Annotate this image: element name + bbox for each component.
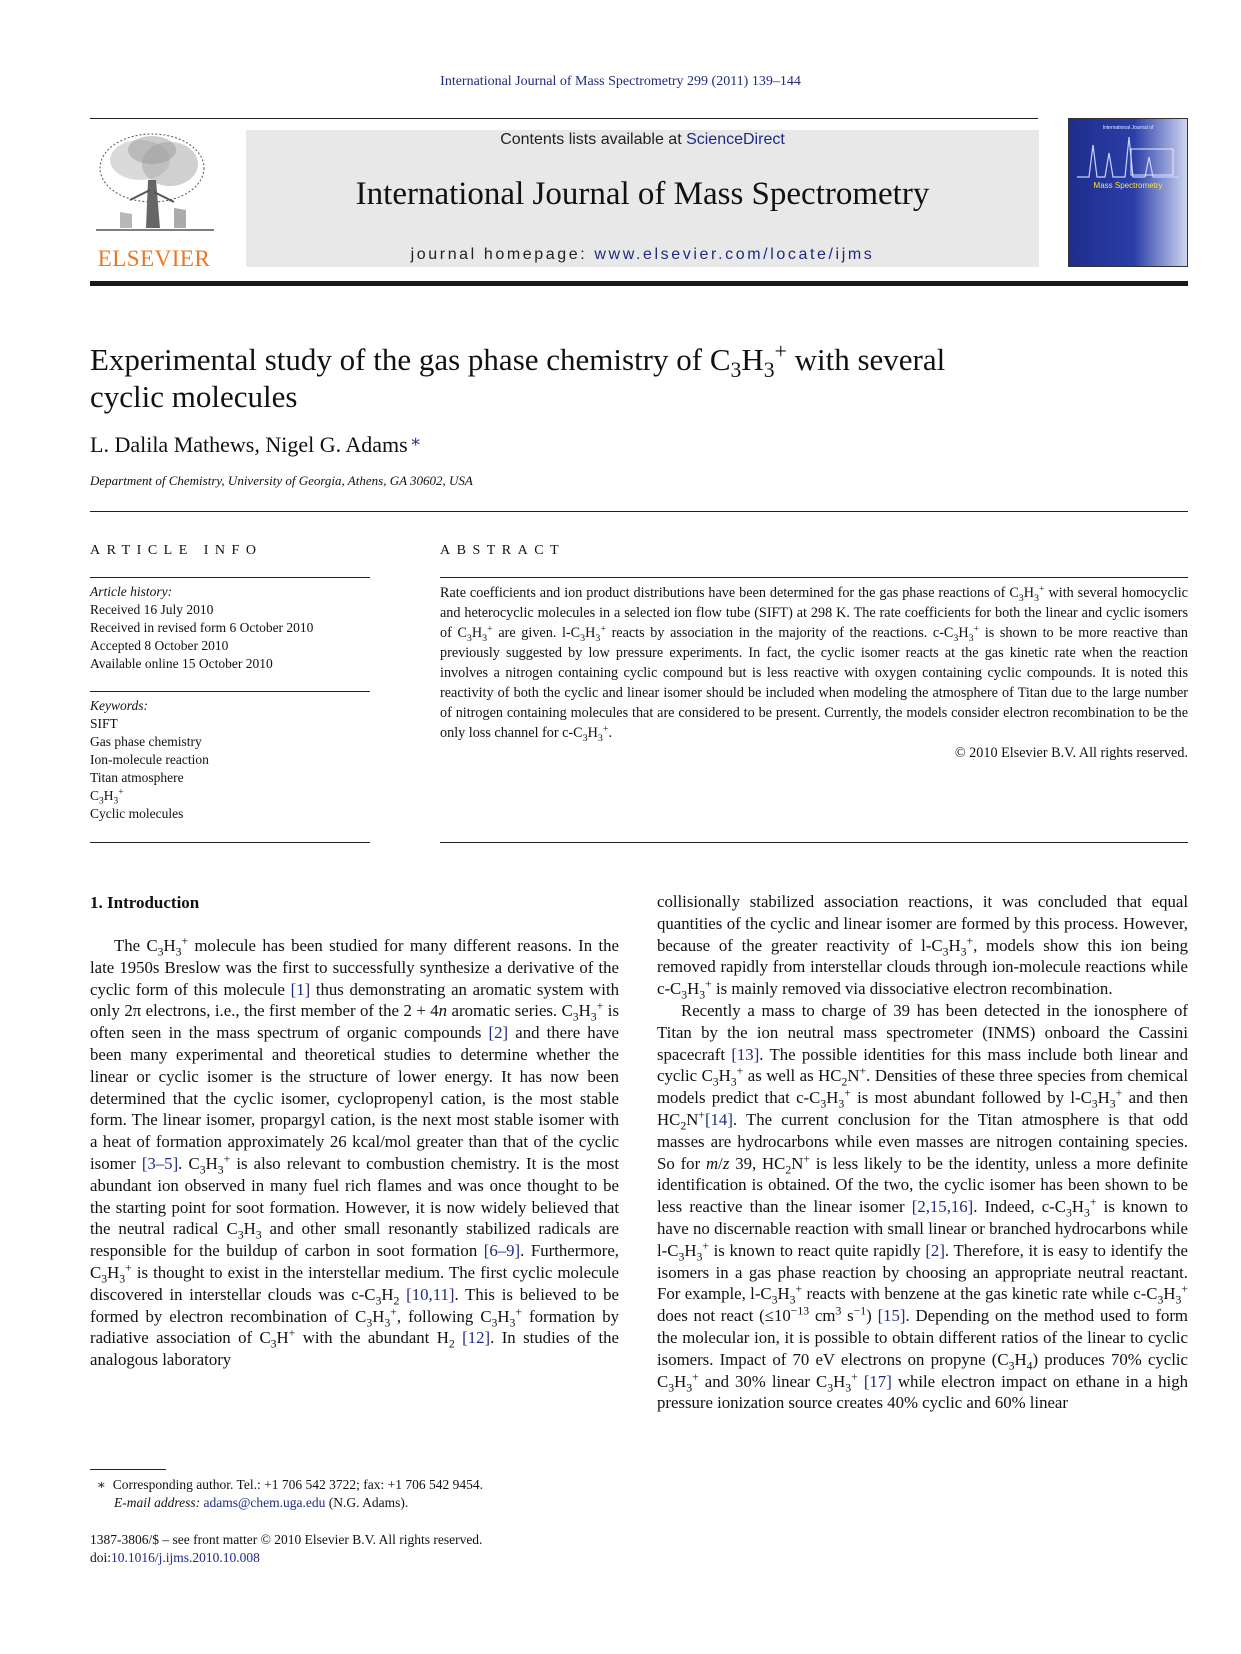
- keyword-item: $C_3H_3^+$: [90, 787, 124, 807]
- intro-paragraph: collisionally stabilized association reactions, it was concluded that equal quantities of the cyclic and linear isomer are formed by this process. However, because of the greater reactivity of $l-C_3H_3^+$, models show this ion being removed rapidly from interstellar clouds through ion-molecule reactions while $c-C_3H_3^+$ is mainly removed via dissociative electron recombination.: [657, 892, 1188, 1002]
- citation-link[interactable]: [2]: [488, 1023, 509, 1043]
- cover-small-text: International Journal of: [1102, 125, 1154, 131]
- history-item: Accepted 8 October 2010: [90, 638, 229, 653]
- citation-link[interactable]: [15]: [877, 1306, 906, 1326]
- keywords-label: Keywords:: [90, 698, 148, 713]
- abstract-bottom-rule: [440, 842, 1188, 843]
- footnote-mark: ∗: [96, 1477, 106, 1492]
- article-history: [90, 583, 370, 673]
- keywords-rule: [90, 691, 370, 692]
- citation-link[interactable]: [10,11]: [406, 1284, 455, 1304]
- history-label: Article history:: [90, 584, 173, 599]
- keyword-item: Titan atmosphere: [90, 770, 184, 785]
- citation-link[interactable]: [2,15,16]: [911, 1197, 974, 1217]
- article-info-heading: ARTICLE INFO: [90, 543, 263, 558]
- citation-link[interactable]: [13]: [731, 1044, 760, 1064]
- issn-line: 1387-3806/$ – see front matter © 2010 Elsevier B.V. All rights reserved.: [90, 1532, 483, 1547]
- keyword-item: SIFT: [90, 716, 118, 731]
- history-item: Received 16 July 2010: [90, 602, 214, 617]
- journal-title: International Journal of Mass Spectrometry: [355, 176, 930, 212]
- intro-left-column: [90, 935, 619, 1371]
- elsevier-wordmark: ELSEVIER: [97, 246, 211, 271]
- citation-link[interactable]: [17]: [863, 1371, 892, 1391]
- citation-link[interactable]: [3–5]: [141, 1153, 179, 1173]
- citation-link[interactable]: [1]: [290, 979, 311, 999]
- footnote-text: Corresponding author. Tel.: +1 706 542 3722; fax: +1 706 542 9454.: [112, 1477, 483, 1492]
- author-names: L. Dalila Mathews, Nigel G. Adams: [90, 432, 408, 457]
- cover-graphic-icon: [1069, 127, 1187, 187]
- history-item: Received in revised form 6 October 2010: [90, 620, 314, 635]
- intro-paragraph: The $C_3H_3^+$ molecule has been studied for many different reasons. In the late 1950s Breslow was the first to successfully synthesize a derivative of the cyclic form of this molecule [1] thus demonstrating an aromatic system with only 2π electrons, i.e., the first member of the 2 + 4n aromatic series. $C_3H_3^+$ is often seen in the mass spectrum of organic compounds [2] and there have been many experimental and theoretical studies to determine whether the linear or cyclic isomer is the structure of lower energy. It has now been determined that the cyclic isomer, cyclopropenyl cation, is the most stable form. The linear isomer, propargyl cation, is the next most stable isomer with a heat of formation approximately 26 kcal/mol greater than that of the cyclic isomer [3–5]. $C_3H_3^+$ is also relevant to combustion chemistry. It is the most abundant ion observed in many fuel rich flames and was once thought to be the starting point for soot formation. However, it is now widely believed that the neutral radical $C_3H_3$ and other small resonantly stabilized radicals are responsible for the buildup of carbon in soot formation [6–9]. Furthermore, $C_3H_3^+$ is thought to exist in the interstellar medium. The first cyclic molecule discovered in interstellar clouds was $c-C_3H_2$ [10,11]. This is believed to be formed by electron recombination of $C_3H_3^+$, following $C_3H_3^+$ formation by radiative association of $C_3H^+$ with the abundant $H_2$ [12]. In studies of the analogous laboratory: [90, 934, 620, 1370]
- header-top-rule: [90, 118, 1038, 119]
- keyword-item: Ion-molecule reaction: [90, 752, 209, 767]
- citation-link[interactable]: [6–9]: [483, 1241, 521, 1261]
- citation-link[interactable]: [2]: [925, 1240, 945, 1260]
- cover-title: Mass Spectrometry: [1093, 181, 1163, 190]
- journal-homepage-line: [246, 246, 1039, 264]
- doi-prefix: doi:: [90, 1550, 112, 1565]
- article-info-bottom-rule: [90, 842, 370, 843]
- email-suffix: (N.G. Adams).: [325, 1495, 409, 1510]
- doi-line: [90, 1549, 482, 1567]
- affiliation: Department of Chemistry, University of Georgia, Athens, GA 30602, USA: [90, 473, 473, 488]
- keyword-item: Cyclic molecules: [90, 806, 184, 821]
- intro-paragraph: Recently a mass to charge of 39 has been detected in the ionosphere of Titan by the ion neutral mass spectrometer (INMS) onboard the Cassini spacecraft [13]. The possible identities for this mass include both linear and cyclic $C_3H_3^+$ as well as $HC_2N^+$. Densities of these three species from chemical models predict that $c-C_3H_3^+$ is most abundant followed by $l-C_3H_3^+$ and then $HC_2N^+[14]$. The current conclusion for the Titan atmosphere is that odd masses are hydrocarbons while even masses are nitrogen containing species. So for m/z 39, $HC_2N^+$ is less likely to be the identity, unless a more definite identification is obtained. Of the two, the cyclic isomer has been shown to be less reactive than the linear isomer [2,15,16]. Indeed, $c-C_3H_3^+$ is known to have no discernable reaction with small linear or branched hydrocarbons while $l-C_3H_3^+$ is known to react quite rapidly [2]. Therefore, it is easy to identify the isomers in a gas phase reaction by choosing an appropriate neutral reactant. For example, $l-C_3H_3^+$ reacts with benzene at the gas kinetic rate while $c-C_3H_3^+$ does not react ($\le 10^{-13}$ $cm^3$ $s^{-1}$) [15]. Depending on the method used to form the molecular ion, it is possible to obtain different ratios of the linear to cyclic isomers. Impact of 70 eV electrons on propyne $(C_3H_4)$ produces 70% cyclic $C_3H_3^+$ and 30% linear $C_3H_3^+$ [17] while electron impact on ethane in a high pressure ionization source creates 40% cyclic and 60% linear: [657, 1000, 1189, 1413]
- history-item: Available online 15 October 2010: [90, 656, 273, 671]
- journal-citation[interactable]: International Journal of Mass Spectrometry 299 (2011) 139–144: [440, 74, 801, 89]
- abstract-body: Rate coefficients and ion product distributions have been determined for the gas phase reactions of $C_3H_3^+$ with several homocyclic and heterocyclic molecules in a selected ion flow tube (SIFT) at 298 K. The rate coefficients for both the linear and cyclic isomers of $C_3H_3^+$ are given. $l-C_3H_3^+$ reacts by association in the majority of the reactions. $c-C_3H_3^+$ is shown to be more reactive than previously suggested by low pressure experiments. In fact, the cyclic isomer reacts at the gas kinetic rate when the reaction involves a nitrogen containing cyclic compound but is less reactive with oxygen containing cyclic compounds. It is noted this reactivity of both the cyclic and linear isomer should be included when modeling the atmosphere of Titan due to the large number of nitrogen containing molecules that are considered to be present. Currently, the models consider electron recombination to be the only loss channel for $c-C_3H_3^+$.: [440, 583, 1189, 744]
- intro-right-column: [657, 891, 1188, 1414]
- sciencedirect-link[interactable]: ScienceDirect: [686, 131, 785, 148]
- footnote-email-line: [90, 1494, 650, 1512]
- introduction-heading: 1. Introduction: [90, 893, 200, 912]
- abstract-heading: ABSTRACT: [440, 543, 566, 558]
- footnote-correspondence: [90, 1476, 650, 1494]
- citation-link[interactable]: [14]: [704, 1109, 733, 1129]
- footnote-rule: [90, 1469, 166, 1470]
- article-title: Experimental study of the gas phase chemistry of $C_3H_3^+$ with several cyclic molecules: [90, 339, 946, 414]
- keyword-item: Gas phase chemistry: [90, 734, 202, 749]
- contents-prefix: Contents lists available at: [500, 131, 687, 148]
- abstract-text: [440, 583, 1188, 763]
- abstract-copyright: © 2010 Elsevier B.V. All rights reserved.: [954, 745, 1188, 761]
- keywords-block: [90, 697, 370, 823]
- contents-line: [246, 131, 1039, 149]
- corresponding-author-mark[interactable]: ∗: [409, 432, 422, 451]
- title-divider: [90, 511, 1188, 512]
- journal-cover-thumbnail[interactable]: [1068, 118, 1188, 267]
- elsevier-tree-icon: [90, 130, 220, 242]
- abstract-rule: [440, 577, 1188, 578]
- front-matter: [90, 1531, 482, 1567]
- doi-link[interactable]: 10.1016/j.ijms.2010.10.008: [111, 1550, 260, 1565]
- article-info-rule: [90, 577, 370, 578]
- citation-link[interactable]: [12]: [462, 1328, 491, 1348]
- email-label: E-mail address:: [114, 1495, 201, 1510]
- author-list: [90, 432, 421, 458]
- email-link[interactable]: adams@chem.uga.edu: [203, 1495, 326, 1510]
- header-thick-rule: [90, 281, 1188, 286]
- footnote: [90, 1476, 650, 1512]
- homepage-prefix: journal homepage:: [410, 246, 595, 263]
- homepage-link[interactable]: www.elsevier.com/locate/ijms: [594, 246, 875, 263]
